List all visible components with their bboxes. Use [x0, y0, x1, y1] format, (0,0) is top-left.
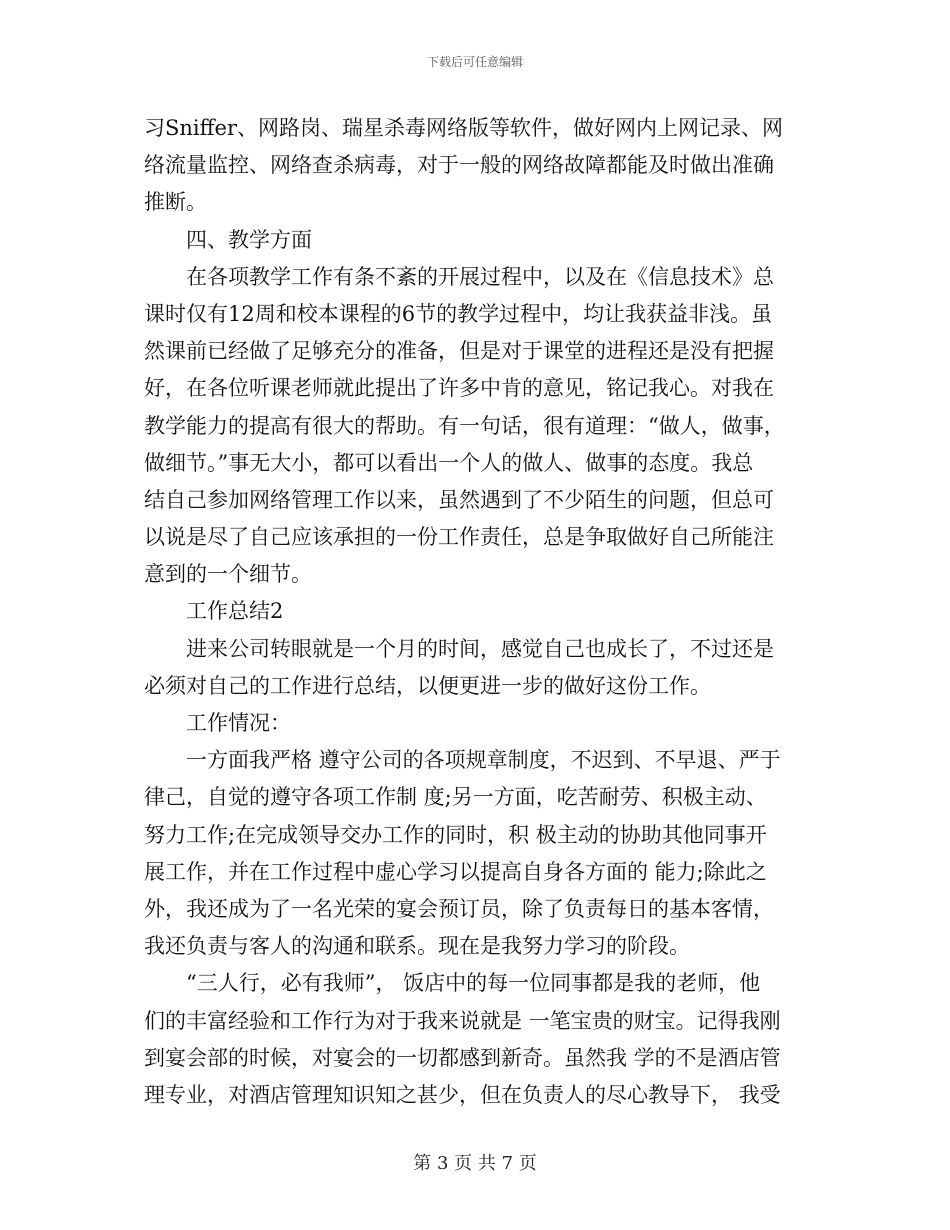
paragraph-line: 努力工作;在完成领导交办工作的同时，积 极主动的协助其他同事开 — [144, 822, 767, 847]
paragraph-line: 结自己参加网络管理工作以来，虽然遇到了不少陌生的问题，但总可 — [144, 487, 774, 512]
paragraph-line: 推断。 — [144, 190, 207, 215]
paragraph-line: 外，我还成为了一名光荣的宴会预订员，除了负责每日的基本客情， — [144, 896, 774, 921]
paragraph-line: 以说是尽了自己应该承担的一份工作责任，总是争取做好自己所能注 — [144, 525, 774, 550]
paragraph-line: 进来公司转眼就是一个月的时间，感觉自己也成长了，不过还是 — [186, 636, 774, 661]
paragraph-line: 律己，自觉的遵守各项工作制 度;另一方面，吃苦耐劳、积极主动、 — [144, 785, 767, 810]
paragraph-line: “三人行，必有我师”， 饭店中的每一位同事都是我的老师，他 — [186, 971, 761, 996]
section-heading: 工作情况： — [186, 711, 291, 735]
section-heading: 四、教学方面 — [186, 227, 312, 252]
paragraph-line: 做细节。”事无大小，都可以看出一个人的做人、做事的态度。我总 — [144, 450, 754, 475]
paragraph-line: 然课前已经做了足够充分的准备，但是对于课堂的进程还是没有把握 — [144, 339, 774, 364]
paragraph-line: 必须对自己的工作进行总结，以便更进一步的做好这份工作。 — [144, 673, 711, 698]
paragraph-line: 一方面我严格 遵守公司的各项规章制度，不迟到、不早退、严于 — [186, 748, 781, 773]
paragraph-line: 我还负责与客人的沟通和联系。现在是我努力学习的阶段。 — [144, 934, 690, 959]
paragraph-line: 好，在各位听课老师就此提出了许多中肯的意见，铭记我心。对我在 — [144, 376, 774, 401]
paragraph-line: 课时仅有12周和校本课程的6节的教学过程中，均让我获益非浅。虽 — [144, 301, 773, 326]
paragraph-line: 理专业，对酒店管理知识知之甚少，但在负责人的尽心教导下， 我受 — [144, 1082, 781, 1107]
paragraph-line: 在各项教学工作有条不紊的开展过程中，以及在《信息技术》总 — [186, 264, 774, 289]
document-body — [144, 110, 812, 1114]
paragraph-line: 络流量监控、网络查杀病毒，对于一般的网络故障都能及时做出准确 — [144, 153, 774, 178]
paragraph-line: 教学能力的提高有很大的帮助。有一句话，很有道理：“做人，做事， — [144, 413, 785, 438]
page-number: 第 3 页 共 7 页 — [413, 1153, 537, 1174]
paragraph-line: 习Sniffer、网路岗、瑞星杀毒网络版等软件，做好网内上网记录、网 — [144, 116, 784, 140]
section-heading: 工作总结2 — [186, 599, 284, 624]
page-header-note: 下载后可任意编辑 — [426, 55, 523, 69]
paragraph-line: 展工作，并在工作过程中虚心学习以提高自身各方面的 能力;除此之 — [144, 859, 767, 884]
paragraph-line: 到宴会部的时候，对宴会的一切都感到新奇。虽然我 学的不是酒店管 — [144, 1045, 781, 1070]
paragraph-line: 意到的一个细节。 — [144, 562, 312, 587]
paragraph-line: 们的丰富经验和工作行为对于我来说就是 一笔宝贵的财宝。记得我刚 — [144, 1008, 781, 1033]
